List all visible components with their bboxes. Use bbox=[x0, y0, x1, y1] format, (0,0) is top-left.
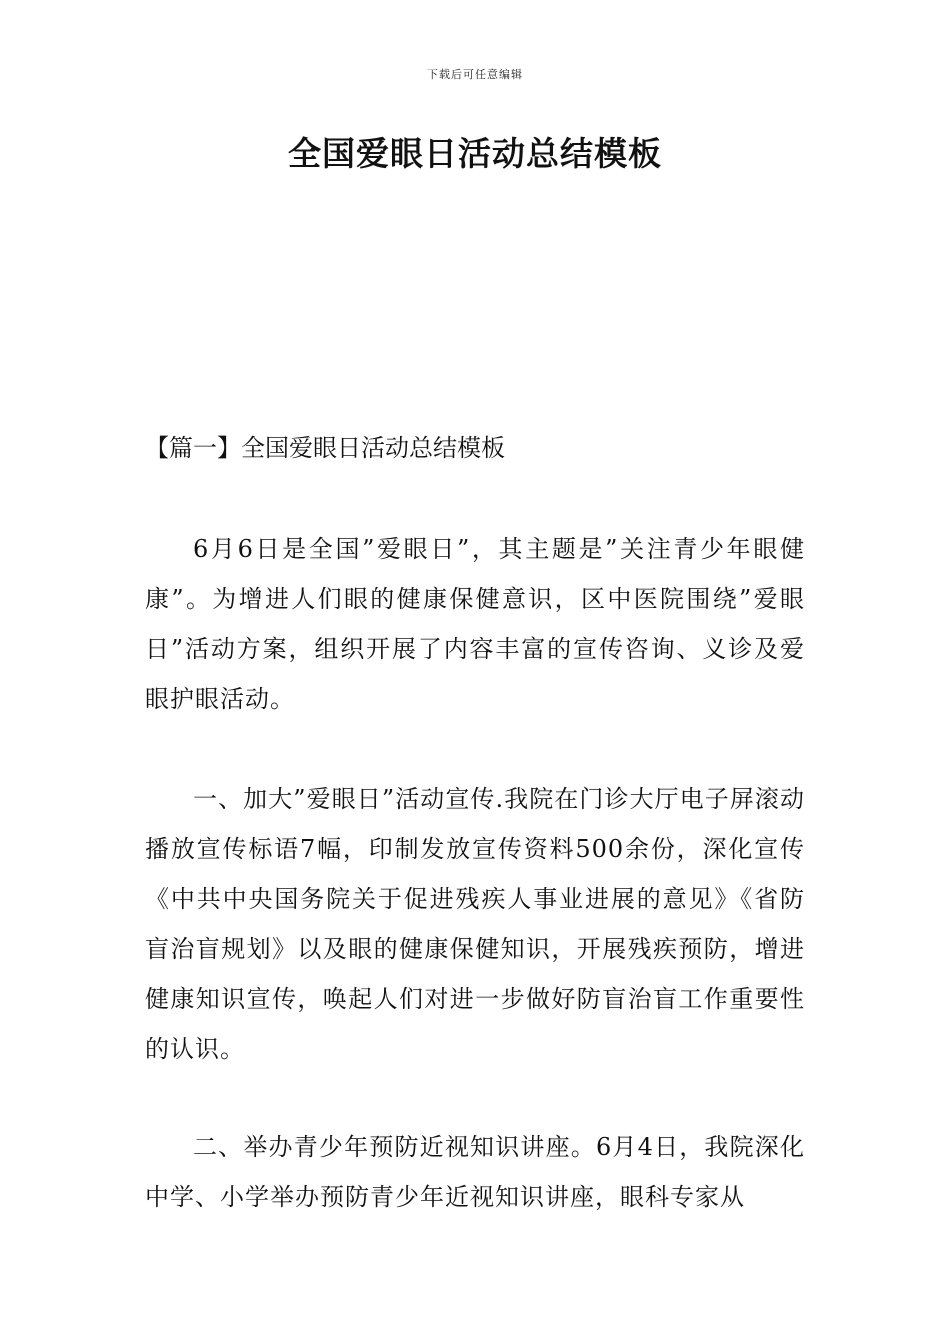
section-heading: 【篇一】全国爱眼日活动总结模板 bbox=[145, 434, 505, 462]
header-note: 下载后可任意编辑 bbox=[427, 68, 523, 81]
paragraph-item-one: 一、加大”爱眼日”活动宣传.我院在门诊大厅电子屏滚动播放宣传标语7幅，印制发放宣传资料500余份，深化宣传《中共中央国务院关于促进残疾人事业进展的意见》《省防盲治盲规划》以及眼的健康保健知识，开展残疾预防，增进健康知识宣传，唤起人们对进一步做好防盲治盲工作重要性的认识。 bbox=[145, 785, 805, 1063]
paragraph-item-two: 二、举办青少年预防近视知识讲座。6月4日，我院深化中学、小学举办预防青少年近视知识讲座，眼科专家从 bbox=[145, 1133, 805, 1211]
paragraph-intro: 6月6日是全国”爱眼日”，其主题是”关注青少年眼健康”。为增进人们眼的健康保健意识，区中医院围绕”爱眼日”活动方案，组织开展了内容丰富的宣传咨询、义诊及爱眼护眼活动。 bbox=[145, 535, 805, 713]
document-title: 全国爱眼日活动总结模板 bbox=[288, 134, 662, 173]
